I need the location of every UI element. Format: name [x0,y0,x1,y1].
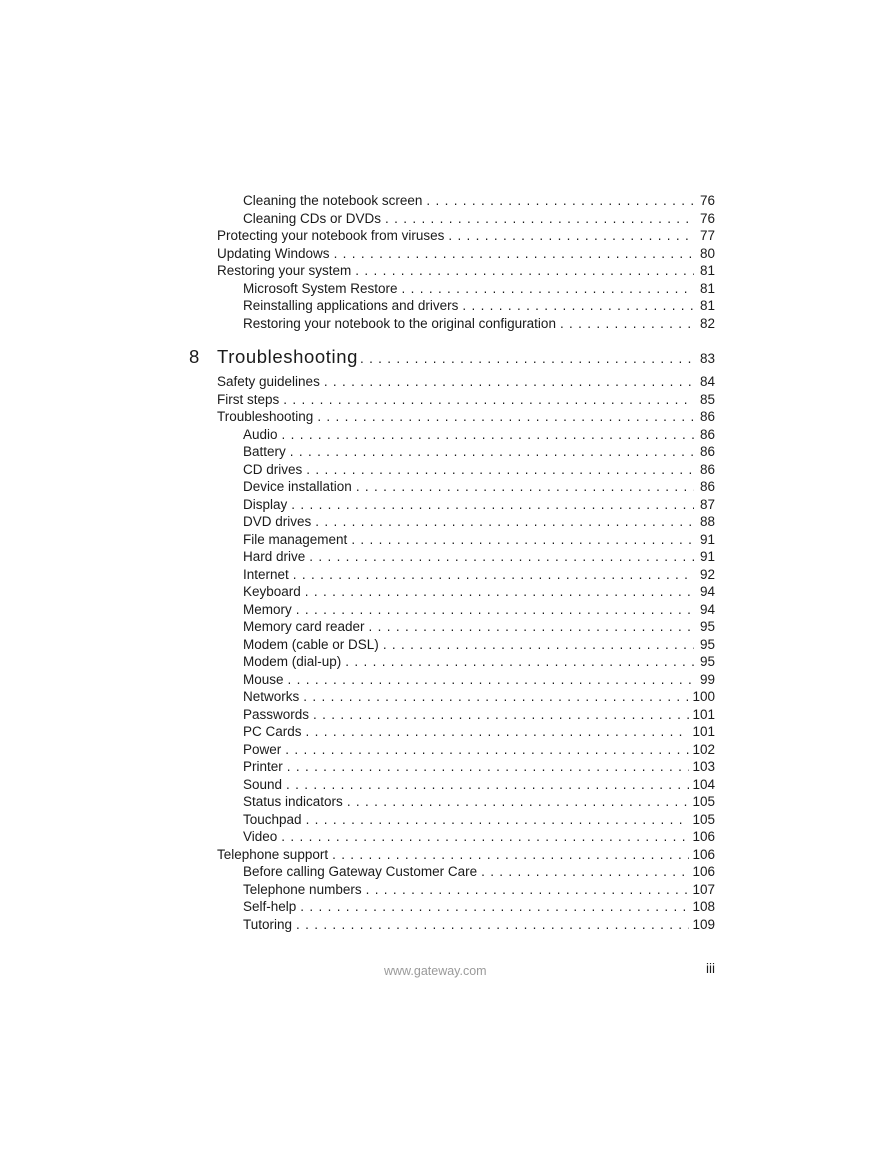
toc-entry-page-number: 101 [692,706,715,722]
toc-entry-page-number: 108 [692,899,715,914]
dot-leader [356,478,694,496]
toc-entry-page-number: 103 [692,759,715,774]
dot-leader [332,846,689,864]
toc-entry-page-number: 81 [699,298,715,313]
toc-entry-title: Tutoring [243,916,293,932]
toc-entry[interactable] [243,723,715,741]
toc-entry-title: Video [243,829,278,844]
toc-entry[interactable] [243,566,715,584]
toc-entry-title: Printer [243,759,283,774]
toc-entry[interactable] [243,671,715,689]
toc-entry[interactable] [243,741,715,759]
toc-entry-page-number: 86 [699,461,715,477]
dot-leader [369,618,694,636]
toc-entry[interactable] [243,811,715,829]
toc-entry[interactable] [217,227,715,245]
dot-leader [317,408,694,426]
toc-entry-title: Mouse [243,671,284,687]
dot-leader [303,688,689,706]
dot-leader [306,461,694,479]
dot-leader [287,758,690,776]
dot-leader [296,916,689,934]
toc-entry-title: Updating Windows [217,245,330,261]
toc-entry-title: DVD drives [243,514,312,529]
toc-entry-title: Modem (dial-up) [243,654,342,669]
toc-entry-page-number: 95 [699,654,715,669]
dot-leader [385,210,694,228]
chapter-heading[interactable] [189,346,715,368]
toc-entry-page-number: 105 [692,811,715,827]
toc-entry[interactable] [217,262,715,280]
toc-entry-page-number: 86 [699,426,715,442]
toc-entry-title: Troubleshooting [217,409,314,424]
toc-entry-page-number: 104 [692,776,715,792]
toc-entry-title: File management [243,531,348,547]
toc-entry-title: Networks [243,689,300,704]
toc-entry-page-number: 109 [692,916,715,932]
dot-leader [324,373,694,391]
toc-entry-title: PC Cards [243,724,302,739]
footer-page-number: iii [706,961,715,976]
toc-entry[interactable] [217,846,715,864]
dot-leader [347,793,690,811]
toc-entry-title: Telephone numbers [243,881,362,897]
toc-entry[interactable] [243,478,715,496]
dot-leader [351,531,694,549]
dot-leader [313,706,689,724]
dot-leader [306,723,690,741]
toc-entry[interactable] [243,881,715,899]
dot-leader [560,315,694,333]
toc-entry-title: Cleaning the notebook screen [243,193,423,208]
chapter-number: 8 [189,346,200,367]
toc-entry-page-number: 86 [699,479,715,494]
toc-entry-page-number: 106 [692,829,715,844]
toc-entry[interactable] [243,210,715,228]
toc-entry[interactable] [243,315,715,333]
toc-entry[interactable] [243,297,715,315]
dot-leader [305,583,694,601]
toc-entry-page-number: 106 [692,846,715,862]
chapter-title: Troubleshooting [217,346,358,367]
toc-entry-title: Safety guidelines [217,374,320,389]
footer-url[interactable]: www.gateway.com [384,964,487,978]
dot-leader [334,245,694,263]
toc-entry[interactable] [243,618,715,636]
dot-leader [282,426,694,444]
toc-entry-page-number: 81 [699,280,715,296]
toc-entry-page-number: 94 [699,601,715,617]
toc-entry-title: Protecting your notebook from viruses [217,228,445,243]
toc-entry-title: Before calling Gateway Customer Care [243,864,478,879]
toc-entry-page-number: 100 [692,689,715,704]
toc-entry[interactable] [243,548,715,566]
toc-entry-page-number: 87 [699,496,715,512]
toc-entry-page-number: 81 [699,263,715,278]
dot-leader [383,636,694,654]
toc-entry-page-number: 82 [699,315,715,331]
toc-entry[interactable] [243,531,715,549]
toc-entry-page-number: 102 [692,741,715,757]
dot-leader [286,776,689,794]
toc-entry-title: Modem (cable or DSL) [243,636,379,652]
dot-leader [309,548,694,566]
toc-entry-page-number: 94 [699,584,715,599]
toc-entry-title: Restoring your system [217,263,352,278]
dot-leader [360,351,697,366]
toc-entry-page-number: 95 [699,636,715,652]
toc-entry[interactable] [243,688,715,706]
dot-leader [291,496,694,514]
dot-leader [426,192,694,210]
dot-leader [288,671,694,689]
toc-entry[interactable] [243,653,715,671]
toc-entry-page-number: 86 [699,444,715,459]
toc-entry-title: Internet [243,566,289,582]
dot-leader [300,898,689,916]
toc-entry-title: Restoring your notebook to the original configuration [243,315,556,331]
toc-entry-page-number: 92 [699,566,715,582]
toc-entry-title: First steps [217,391,280,407]
toc-entry-title: Self-help [243,899,297,914]
toc-entry[interactable] [243,776,715,794]
toc-entry-title: Cleaning CDs or DVDs [243,210,382,226]
toc-entry[interactable] [243,426,715,444]
dot-leader [290,443,694,461]
toc-entry[interactable] [243,916,715,934]
toc-entry-title: Battery [243,444,286,459]
toc-entry-page-number: 80 [699,245,715,261]
dot-leader [283,391,694,409]
toc-entry-page-number: 101 [692,724,715,739]
toc-entry[interactable] [217,408,715,426]
toc-entry-page-number: 107 [692,881,715,897]
toc-entry-title: Touchpad [243,811,302,827]
toc-entry-page-number: 91 [699,531,715,547]
toc-entry-title: Power [243,741,282,757]
toc-entry-title: Display [243,496,288,512]
toc-entry-title: Memory [243,601,292,617]
toc-entry[interactable] [243,758,715,776]
toc-entry-page-number: 77 [699,228,715,243]
toc-entry[interactable] [243,828,715,846]
toc-entry-page-number: 86 [699,409,715,424]
toc-entry[interactable] [243,601,715,619]
toc-entry-title: Microsoft System Restore [243,280,398,296]
toc-entry[interactable] [243,280,715,298]
toc-entry[interactable] [243,443,715,461]
dot-leader [315,513,694,531]
dot-leader [306,811,690,829]
toc-entry-title: Passwords [243,706,310,722]
toc-entry[interactable] [243,706,715,724]
dot-leader [296,601,694,619]
toc-entry-page-number: 76 [699,193,715,208]
dot-leader [402,280,694,298]
toc-entry[interactable] [243,793,715,811]
toc-entry-title: Status indicators [243,794,343,809]
dot-leader [462,297,694,315]
toc-entry-page-number: 99 [699,671,715,687]
toc-entry-page-number: 106 [692,864,715,879]
toc-entry[interactable] [217,391,715,409]
dot-leader [285,741,689,759]
toc-entry[interactable] [217,245,715,263]
toc-entry[interactable] [243,496,715,514]
chapter-page-number: 83 [699,351,715,366]
toc-entry-title: Hard drive [243,549,306,564]
toc-entry-title: Reinstalling applications and drivers [243,298,459,313]
toc-entry[interactable] [243,583,715,601]
dot-leader [355,262,694,280]
toc-entry-title: Telephone support [217,846,329,862]
dot-leader [481,863,689,881]
toc-entry-page-number: 105 [692,794,715,809]
toc-entry-page-number: 76 [699,210,715,226]
toc-entry[interactable] [243,898,715,916]
toc-entry-page-number: 84 [699,374,715,389]
toc-entry[interactable] [243,863,715,881]
toc-entry[interactable] [243,461,715,479]
toc-entry-title: CD drives [243,461,303,477]
toc-entry-title: Memory card reader [243,619,365,634]
toc-entry-page-number: 88 [699,514,715,529]
toc-entry-title: Keyboard [243,584,301,599]
toc-entry-page-number: 85 [699,391,715,407]
dot-leader [293,566,694,584]
toc-entry[interactable] [243,192,715,210]
dot-leader [345,653,694,671]
toc-entry-title: Sound [243,776,283,792]
toc-entry[interactable] [217,373,715,391]
toc-entry-page-number: 91 [699,549,715,564]
toc-entry-title: Audio [243,426,278,442]
dot-leader [448,227,694,245]
toc-entry-title: Device installation [243,479,352,494]
toc-entry[interactable] [243,636,715,654]
toc-entry-page-number: 95 [699,619,715,634]
dot-leader [366,881,690,899]
dot-leader [281,828,689,846]
toc-entry[interactable] [243,513,715,531]
